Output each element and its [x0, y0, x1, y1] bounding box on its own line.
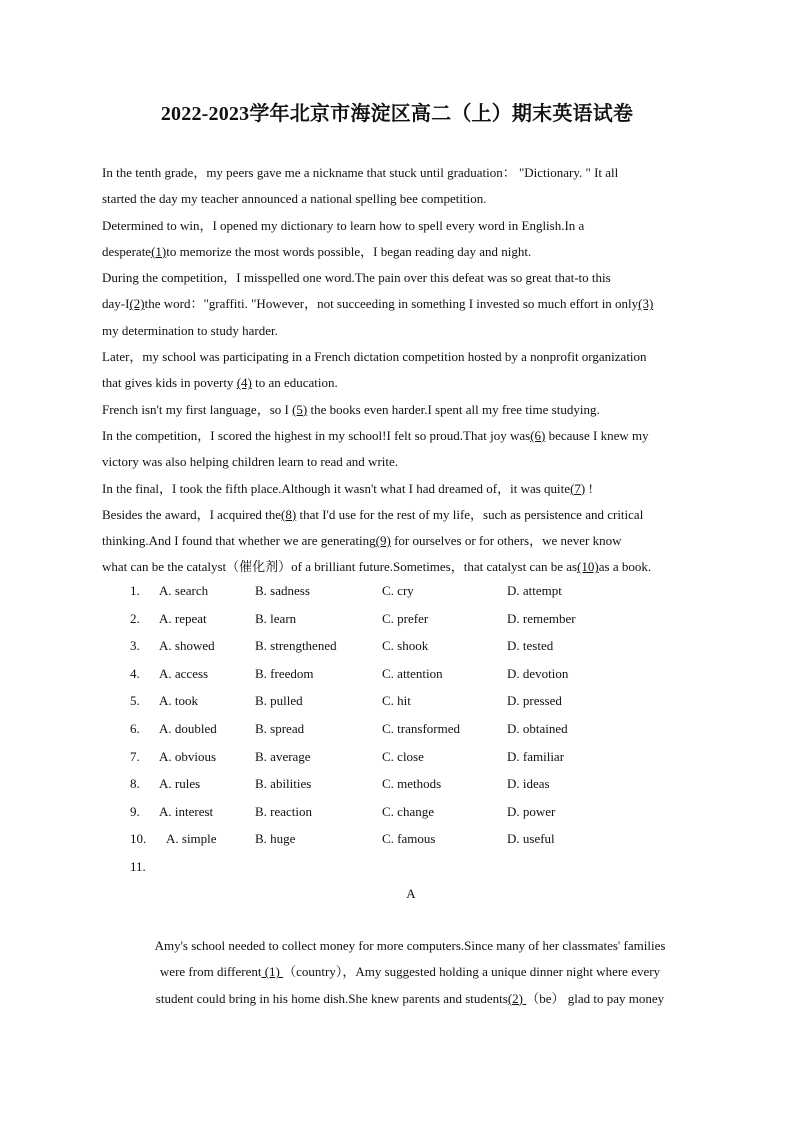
option-d: D. familiar	[507, 748, 565, 764]
question-number: 3.	[130, 638, 140, 654]
question-number: 2.	[130, 610, 140, 626]
option-d: D. remember	[507, 610, 576, 626]
blank-number: (1)	[261, 964, 284, 980]
option-a: A. took	[159, 693, 198, 709]
passage-text: French isn't my first language，so I	[102, 401, 293, 417]
question-number: 5.	[130, 693, 140, 709]
passage-line	[102, 291, 702, 317]
blank-number: (2)	[507, 990, 527, 1006]
option-d: D. obtained	[507, 720, 568, 736]
passage-line	[102, 213, 702, 239]
blank-number: (6)	[530, 427, 546, 443]
option-c: C. cry	[382, 583, 414, 598]
passage-line	[102, 502, 702, 528]
passage-text: the word："graffiti. "However，not succeeding in something I invested so much effort in only	[144, 296, 639, 312]
blank-number: (7)	[570, 480, 586, 496]
passage-text: In the competition，I scored the highest in my school!I felt so proud.That joy was	[102, 427, 531, 443]
question-number: 1.	[130, 583, 140, 598]
option-d: D. useful	[507, 831, 555, 847]
option-b: B. learn	[255, 610, 297, 626]
passage-text: !	[585, 480, 593, 496]
blank-number: (9)	[375, 533, 391, 549]
option-b: B. huge	[255, 831, 296, 847]
passage-text: as a book.	[598, 559, 652, 575]
option-c: C. close	[382, 748, 424, 764]
passage-line	[102, 239, 702, 265]
passage-text: Amy's school needed to collect money for more computers.Since many of her classmates' families	[154, 938, 666, 953]
option-b: B. pulled	[255, 693, 303, 709]
passage-text: Determined to win，I opened my dictionary to learn how to spell every word in English.In a	[102, 217, 585, 233]
passage-text: to an education.	[251, 375, 338, 391]
option-b: B. strengthened	[255, 638, 337, 654]
passage-text: Besides the award，I acquired the	[102, 506, 282, 522]
passage-line	[102, 476, 702, 502]
option-c: C. famous	[382, 831, 436, 847]
option-b: B. average	[255, 748, 311, 764]
option-b: B. sadness	[255, 583, 310, 598]
option-c: C. transformed	[382, 720, 460, 736]
passage-line	[102, 186, 702, 212]
blank-number: (3)	[638, 296, 654, 312]
option-c: C. hit	[382, 693, 411, 709]
option-d: D. tested	[507, 638, 554, 654]
passage-text: （country），Amy suggested holding a unique dinner night where every	[283, 964, 661, 980]
option-a: A. search	[159, 583, 209, 598]
passage-line	[102, 554, 702, 580]
section-label: A	[406, 886, 416, 901]
passage-text: were from different	[159, 964, 262, 980]
passage-text: to memorize the most words possible，I began reading day and night.	[166, 243, 532, 259]
option-d: D. devotion	[507, 665, 569, 681]
passage-line	[102, 160, 702, 186]
passage-text: that gives kids in poverty	[102, 375, 237, 391]
blank-number: (4)	[236, 375, 252, 391]
passage-text: victory was also helping children learn to read and write.	[102, 454, 399, 470]
option-b: B. freedom	[255, 665, 314, 681]
passage-text: student could bring in his home dish.She knew parents and students	[155, 990, 508, 1006]
passage-text: that I'd use for the rest of my life，such as persistence and critical	[296, 506, 644, 522]
question-number: 6.	[130, 720, 140, 736]
option-a: A. repeat	[159, 610, 207, 626]
passage-text: （be） glad to pay money	[526, 990, 665, 1006]
question-number: 4.	[130, 665, 140, 681]
option-d: D. attempt	[507, 583, 562, 598]
passage-text: Later，my school was participating in a French dictation competition hosted by a nonprofit organization	[102, 349, 647, 365]
question-number: 9.	[130, 803, 140, 819]
passage-line	[102, 397, 702, 423]
passage-text: In the tenth grade，my peers gave me a nickname that stuck until graduation： "Dictionary. " It all	[102, 165, 619, 180]
passage-text: my determination to study harder.	[102, 322, 278, 338]
passage-line	[102, 423, 702, 449]
passage-line	[102, 370, 702, 396]
passage-text: because I knew my	[545, 427, 649, 443]
option-d: D. ideas	[507, 776, 550, 792]
option-c: C. attention	[382, 665, 443, 681]
option-b: B. reaction	[255, 803, 313, 819]
option-a: A. showed	[159, 638, 215, 654]
passage-text: the books even harder.I spent all my free time studying.	[307, 401, 600, 417]
option-a: A. interest	[159, 803, 214, 819]
blank-number: (5)	[292, 401, 308, 417]
option-c: C. prefer	[382, 610, 429, 626]
passage-text: desperate	[102, 243, 152, 259]
passage-line	[100, 958, 720, 984]
option-a: A. rules	[159, 776, 201, 792]
option-b: B. abilities	[255, 776, 312, 792]
passage-line	[100, 985, 720, 1011]
blank-number: (10)	[577, 559, 599, 575]
option-c: C. change	[382, 803, 434, 819]
question-number: 11.	[130, 858, 146, 874]
passage-line	[100, 932, 720, 958]
passage-line	[102, 528, 702, 554]
question-number: 10.	[130, 831, 147, 847]
option-a: A. doubled	[159, 720, 217, 736]
question-number: 7.	[130, 748, 140, 764]
option-b: B. spread	[255, 720, 305, 736]
blank-number: (1)	[151, 243, 167, 259]
option-c: C. methods	[382, 776, 442, 792]
blank-number: (2)	[129, 296, 145, 312]
option-c: C. shook	[382, 638, 429, 654]
passage-line	[102, 318, 702, 344]
passage-text: day-I	[102, 296, 130, 312]
blank-number: (8)	[281, 506, 297, 522]
question-number: 8.	[130, 776, 140, 792]
passage-line	[102, 265, 702, 291]
passage-text: what can be the catalyst（催化剂）of a brilliant future.Sometimes，that catalyst can be as	[102, 559, 578, 575]
cloze-passage	[102, 160, 702, 581]
passage-text: During the competition，I misspelled one word.The pain over this defeat was so great that-to this	[102, 270, 611, 286]
passage-text: started the day my teacher announced a national spelling bee competition.	[102, 191, 487, 207]
option-d: D. pressed	[507, 693, 562, 709]
passage-line	[102, 344, 702, 370]
option-a: A. access	[159, 665, 209, 681]
passage-text: In the final，I took the fifth place.Although it wasn't what I had dreamed of，it was quite	[102, 480, 571, 496]
option-a: A. obvious	[159, 748, 217, 764]
option-d: D. power	[507, 803, 556, 819]
grammar-passage	[100, 932, 720, 1011]
passage-text: for ourselves or for others，we never know	[390, 533, 622, 549]
passage-text: thinking.And I found that whether we are generating	[102, 533, 376, 549]
exam-title: 2022-2023学年北京市海淀区高二（上）期末英语试卷	[160, 103, 634, 125]
option-a: A. simple	[166, 831, 217, 847]
passage-line	[102, 449, 702, 475]
